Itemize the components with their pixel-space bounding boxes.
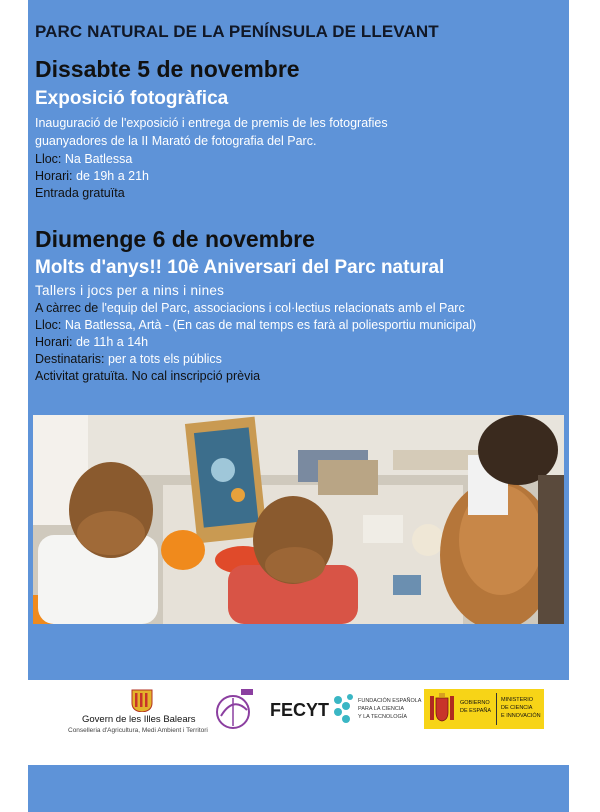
event2-destinataris-label: Destinataris: bbox=[35, 352, 105, 366]
fecyt-sub3: Y LA TECNOLOGÍA bbox=[358, 714, 408, 720]
ministerio-line3: E INNOVACIÓN bbox=[501, 713, 541, 719]
event2-title: Molts d'anys!! 10è Aniversari del Parc natural bbox=[35, 257, 445, 278]
purple-emblem-logo bbox=[211, 686, 259, 738]
gobierno-espana-logo bbox=[424, 689, 544, 729]
purple-emblem-icon bbox=[211, 686, 259, 738]
fecyt-sub2: PARA LA CIENCIA bbox=[358, 706, 405, 712]
event1-title: Exposició fotogràfica bbox=[35, 88, 229, 109]
event1-desc-line2: guanyadores de la II Marató de fotografia del Parc. bbox=[35, 134, 317, 148]
event1-horari-label: Horari: bbox=[35, 169, 73, 183]
event2-horari-label: Horari: bbox=[35, 335, 73, 349]
gobierno-line2: DE ESPAÑA bbox=[460, 708, 492, 714]
event2-destinataris-value: per a tots els públics bbox=[107, 352, 222, 366]
event2-destinataris bbox=[35, 351, 222, 367]
event2-carrec-label: A càrrec de bbox=[35, 301, 99, 315]
balears-shield-icon bbox=[68, 688, 218, 712]
children-workshop-illustration bbox=[33, 415, 564, 624]
fecyt-sub1: FUNDACIÓN ESPAÑOLA bbox=[358, 698, 422, 704]
event2-lloc-value: Na Batlessa, Artà - (En cas de mal temps es farà al poliesportiu municipal) bbox=[64, 318, 477, 332]
event2-horari-value: de 11h a 14h bbox=[76, 335, 149, 349]
event2-horari bbox=[35, 334, 148, 350]
event1-lloc bbox=[35, 151, 132, 167]
event2-lloc bbox=[35, 317, 476, 333]
event1-entrada: Entrada gratuïta bbox=[35, 186, 125, 200]
fecyt-name: FECYT bbox=[270, 700, 330, 720]
spain-coat-of-arms-icon bbox=[428, 692, 456, 726]
footer-band bbox=[28, 765, 569, 812]
children-workshop-photo bbox=[33, 415, 564, 624]
sponsor-logos bbox=[28, 680, 569, 743]
ministerio-line1: MINISTERIO bbox=[501, 697, 534, 703]
event1-lloc-label: Lloc: bbox=[35, 152, 62, 166]
org-title: PARC NATURAL DE LA PENÍNSULA DE LLEVANT bbox=[35, 22, 439, 41]
event1-horari bbox=[35, 168, 149, 184]
ministry-divider bbox=[496, 693, 497, 725]
ministerio-line2: DE CIENCIA bbox=[501, 705, 533, 711]
event1-horari-value: de 19h a 21h bbox=[76, 169, 149, 183]
gobierno-line1: GOBIERNO bbox=[460, 700, 490, 706]
event2-date: Diumenge 6 de novembre bbox=[35, 226, 315, 252]
govern-name: Govern de les Illes Balears bbox=[82, 714, 196, 725]
event1-date: Dissabte 5 de novembre bbox=[35, 56, 300, 82]
event2-activitat: Activitat gratuïta. No cal inscripció prèvia bbox=[35, 369, 261, 383]
fecyt-logo bbox=[270, 692, 420, 732]
govern-balears-logo bbox=[68, 688, 218, 738]
event1-desc-line1: Inauguració de l'exposició i entrega de premis de les fotografies bbox=[35, 116, 388, 130]
event2-lloc-label: Lloc: bbox=[35, 318, 62, 332]
event1-lloc-value: Na Batlessa bbox=[64, 152, 133, 166]
fecyt-molecule-icon bbox=[330, 692, 356, 728]
event2-carrec bbox=[35, 300, 465, 316]
govern-subtitle: Conselleria d'Agricultura, Medi Ambient i Territori bbox=[68, 727, 208, 734]
event2-subtitle: Tallers i jocs per a nins i nines bbox=[35, 283, 225, 298]
event2-carrec-value: l'equip del Parc, associacions i col·lectius relacionats amb el Parc bbox=[101, 301, 465, 315]
